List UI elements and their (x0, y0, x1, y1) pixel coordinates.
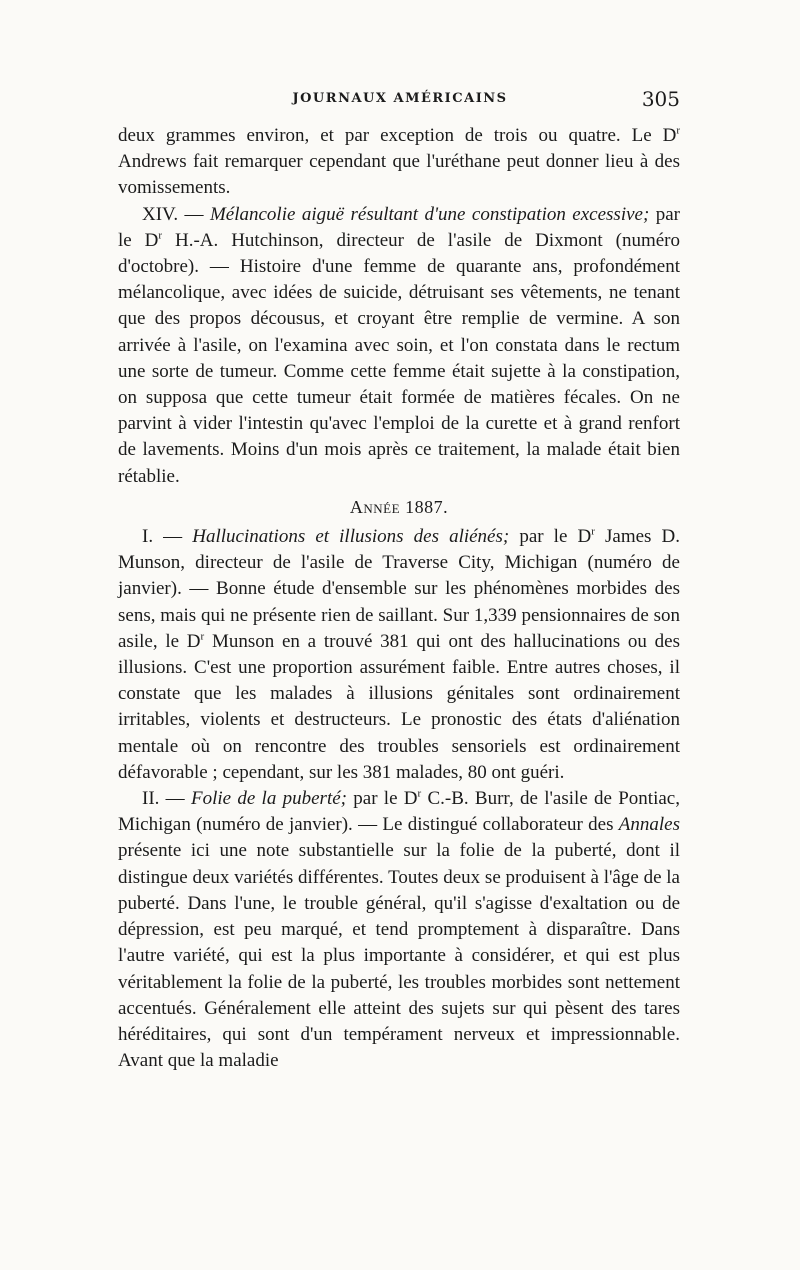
superscript: r (158, 229, 163, 242)
article-title: Mélancolie aiguë résultant d'une constipation excessive; (209, 203, 650, 225)
journal-title: Annales (618, 814, 680, 836)
text-run: C.-B. Burr, de l'asile de Pontiac, Michigan (numéro de janvier). — Le distingué collaborateur des (118, 788, 680, 836)
item-number: I. — (142, 526, 193, 548)
section-heading: Année 1887. (349, 496, 449, 517)
page-header (120, 87, 680, 119)
text-run: présente ici une note substantielle sur la folie de la puberté, dont il distingue deux variétés différentes. Toutes deux se produisent à l'âge de la puberté. Dans l'une, le trouble général, qu'il s'agisse d'exaltation ou de dépression, est peu marqué, et tend promptement à disparaître. Dans l'autre variété, qui est la plus importante à considérer, et qui est plus véritablement la folie de la puberté, les troubles morbides sont nettement accentués. Généralement elle atteint des sujets sur qui pèsent des tares héréditaires, qui sont d'un tempérament nerveux et impressionnable. Avant que la maladie (118, 840, 680, 1072)
text-run: par le D (509, 526, 592, 548)
paragraph-ii (118, 786, 680, 1074)
article-title: Hallucinations et illusions des aliénés; (192, 526, 510, 548)
text-run: par le D (346, 788, 418, 810)
page-body (118, 123, 680, 1074)
text-run: James D. Munson, directeur de l'asile de Traverse City, Michigan (numéro de janvier). — Bonne étude d'ensemble sur les phénomènes morbides des sens, mais qui ne présente rien de saillant. Sur 1,339 pensionnaires de son asile, le D (118, 526, 680, 652)
item-number: XIV. — (142, 203, 210, 225)
text-run: Munson en a trouvé 381 qui ont des hallucinations ou des illusions. C'est une proportion assurément faible. Entre autres choses, il constate que les malades à illusions génitales sont ordinairement irritables, violents et destructeurs. Le pronostic des états d'aliénation mentale où on rencontre des troubles sensoriels est ordinairement défavorable ; cependant, sur les 381 malades, 80 ont guéri. (118, 630, 680, 783)
superscript: r (676, 124, 680, 137)
text-run: deux grammes environ, et par exception de trois ou quatre. Le D (118, 125, 677, 146)
text-run: H.-A. Hutchinson, directeur de l'asile de Dixmont (numéro d'octobre). — Histoire d'une femme de quarante ans, profondément mélancolique, avec idées de suicide, détruisant ses vêtements, ne tenant que des propos décousus, et croyant être remplie de vermine. A son arrivée à l'asile, on l'examina avec soin, et l'on constata dans le rectum une sorte de tumeur. Comme cette femme était sujette à la constipation, on supposa que cette tumeur était formée de matières fécales. On ne parvint à vider l'intestin qu'avec l'emploi de la curette et à grand renfort de lavements. Moins d'un mois après ce traitement, la malade était bien rétablie. (118, 229, 680, 487)
paragraph-i (118, 524, 680, 786)
superscript: r (591, 525, 595, 538)
paragraph-intro (118, 123, 680, 202)
article-title: Folie de la puberté; (190, 788, 347, 810)
text-run: par le D (118, 203, 680, 251)
superscript: r (200, 630, 205, 643)
paragraph-xiv (118, 202, 680, 490)
item-number: II. — (142, 788, 191, 810)
text-run: Andrews fait remarquer cependant que l'uréthane peut donner lieu à des vomissements. (118, 151, 680, 199)
page-number: 305 (641, 87, 680, 111)
running-title: JOURNAUX AMÉRICAINS (292, 91, 508, 106)
superscript: r (417, 787, 422, 800)
